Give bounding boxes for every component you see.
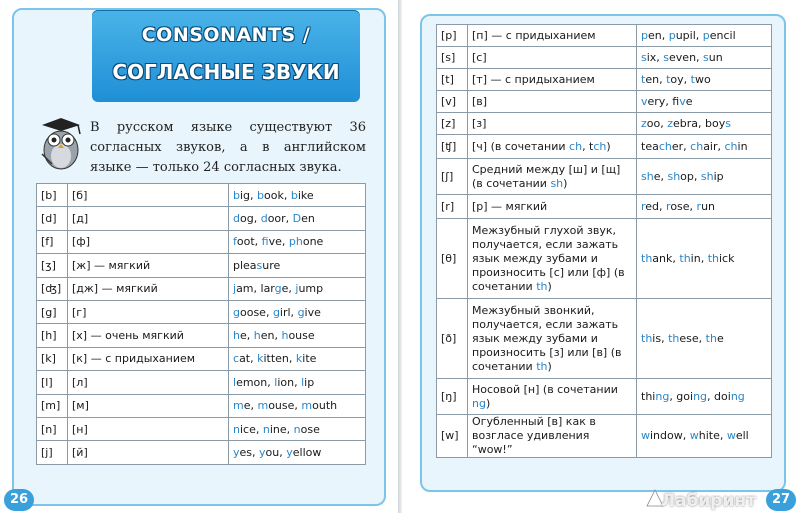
- example-words-part: ouse: [288, 329, 315, 343]
- russian-equivalent: [н]: [68, 417, 229, 440]
- example-words-part: m: [301, 399, 313, 413]
- example-words-part: p: [641, 28, 648, 42]
- example-words-part: z: [667, 116, 674, 130]
- example-words-part: z: [641, 116, 647, 130]
- example-words-part: ure: [262, 258, 281, 272]
- table-row: [437, 113, 772, 135]
- phonetic-symbol: [ʒ]: [37, 254, 68, 277]
- example-words-part: w: [689, 429, 699, 442]
- example-words-part: e: [716, 331, 724, 345]
- example-words-part: irl,: [279, 305, 298, 319]
- example-words-part: ank,: [652, 251, 680, 265]
- russian-equivalent: [468, 135, 637, 159]
- table-row: [437, 91, 772, 113]
- russian-equivalent-part: Средний между [ш] и [щ] (в сочетании: [472, 162, 621, 190]
- title-english: CONSONANTS /: [141, 24, 311, 46]
- table-row: [37, 184, 366, 207]
- example-words: [229, 207, 366, 230]
- russian-equivalent-part: [з]: [472, 116, 487, 130]
- table-row: [37, 347, 366, 370]
- example-words-part: m: [257, 399, 269, 413]
- example-words-part: g: [233, 305, 240, 319]
- example-words-part: in: [737, 139, 748, 153]
- example-words-part: es,: [239, 445, 260, 459]
- example-words-part: , goi: [669, 389, 694, 403]
- example-words-part: at,: [239, 352, 258, 366]
- russian-equivalent: [468, 159, 637, 195]
- russian-equivalent-part: [р] — мягкий: [472, 199, 548, 213]
- russian-equivalent: [468, 379, 637, 415]
- example-words-part: ese,: [679, 331, 706, 345]
- phonetic-symbol: [r]: [437, 195, 468, 219]
- phonetic-symbol: [h]: [37, 324, 68, 347]
- example-words-part: ip: [713, 169, 724, 183]
- example-words-part: r: [666, 199, 671, 213]
- table-row: [437, 195, 772, 219]
- table-row: [37, 394, 366, 417]
- example-words-part: sh: [667, 169, 681, 183]
- example-words: [637, 415, 772, 458]
- phonetic-symbol: [ð]: [437, 299, 468, 379]
- right-page: [402, 0, 800, 513]
- example-words-part: y: [286, 445, 293, 459]
- russian-equivalent: [468, 47, 637, 69]
- example-words-part: D: [292, 212, 302, 226]
- example-words-part: en: [301, 212, 315, 226]
- example-words-part: b: [257, 188, 265, 202]
- example-words: [637, 91, 772, 113]
- example-words-part: oy,: [670, 72, 691, 86]
- example-words-part: ose: [300, 422, 320, 436]
- russian-equivalent-part: ): [606, 139, 611, 153]
- example-words-part: th: [641, 331, 653, 345]
- phonetic-symbol: [p]: [437, 25, 468, 47]
- table-row: [37, 441, 366, 464]
- example-words-part: outh: [312, 399, 338, 413]
- russian-equivalent: [468, 113, 637, 135]
- example-words-part: ive: [304, 305, 321, 319]
- example-words-part: sh: [641, 169, 654, 183]
- example-words-part: am, lar: [236, 282, 275, 296]
- example-words-part: d: [233, 212, 240, 226]
- example-words-part: er,: [671, 139, 691, 153]
- example-words-part: h: [281, 329, 289, 343]
- example-words-part: ell: [735, 429, 749, 442]
- example-words-part: e,: [281, 282, 296, 296]
- phonetic-symbol: [ʧ]: [437, 135, 468, 159]
- table-row: [437, 135, 772, 159]
- example-words-part: oo,: [646, 116, 668, 130]
- intro-text: В русском языке существуют 36 согласных звуков, а в английском языке — только 24 согласных звука.: [90, 120, 366, 175]
- example-words-part: ive,: [268, 235, 289, 249]
- example-words-part: j: [233, 282, 237, 296]
- example-words-part: b: [290, 188, 298, 202]
- phonetic-symbol: [z]: [437, 113, 468, 135]
- example-words-part: ph: [288, 235, 303, 249]
- example-words-part: f: [233, 235, 237, 249]
- left-page: [0, 0, 398, 513]
- example-words-part: ouse,: [268, 399, 302, 413]
- example-words: [229, 394, 366, 417]
- russian-equivalent: [м]: [68, 394, 229, 417]
- russian-equivalent-part: th: [536, 359, 548, 373]
- example-words-part: l: [274, 375, 278, 389]
- example-words-part: g: [272, 305, 280, 319]
- russian-equivalent-part: ch: [569, 139, 583, 153]
- example-words-part: k: [257, 352, 264, 366]
- example-words-part: un: [701, 199, 716, 213]
- example-words: [637, 113, 772, 135]
- example-words-part: itten,: [263, 352, 296, 366]
- example-words-part: oose,: [239, 305, 273, 319]
- example-words-part: ice,: [239, 422, 263, 436]
- example-words-part: e,: [239, 329, 254, 343]
- russian-equivalent: [к] — с придыханием: [68, 347, 229, 370]
- example-words: [229, 347, 366, 370]
- example-words: [229, 417, 366, 440]
- example-words-part: ix,: [646, 50, 664, 64]
- example-words-part: encil: [709, 28, 736, 42]
- example-words-part: ellow: [292, 445, 322, 459]
- phonetic-symbol: [v]: [437, 91, 468, 113]
- example-words-part: , doi: [707, 389, 731, 403]
- example-words-part: c: [233, 352, 240, 366]
- example-words-part: one: [302, 235, 324, 249]
- example-words-part: ed,: [645, 199, 667, 213]
- phonetic-symbol: [f]: [37, 230, 68, 253]
- table-row: [437, 25, 772, 47]
- example-words-part: sh: [700, 169, 714, 183]
- phonetic-symbol: [m]: [37, 394, 68, 417]
- example-words: [637, 299, 772, 379]
- example-words-part: is,: [652, 331, 669, 345]
- russian-equivalent: [ж] — мягкий: [68, 254, 229, 277]
- phonetic-symbol: [ʃ]: [437, 159, 468, 195]
- russian-equivalent-part: [п] — с придыханием: [472, 28, 596, 42]
- phonetic-symbol: [k]: [37, 347, 68, 370]
- example-words-part: g: [297, 305, 305, 319]
- example-words-part: p: [668, 28, 676, 42]
- example-words-part: emon,: [236, 375, 275, 389]
- russian-equivalent-part: ): [563, 176, 568, 190]
- example-words-part: ine,: [269, 422, 294, 436]
- title-russian: СОГЛАСНЫЕ ЗВУКИ: [112, 60, 340, 84]
- watermark: Лабиринт: [660, 491, 756, 511]
- table-row: [437, 379, 772, 415]
- example-words-part: th: [668, 331, 680, 345]
- table-row: [437, 69, 772, 91]
- russian-equivalent: [468, 299, 637, 379]
- russian-equivalent: [й]: [68, 441, 229, 464]
- example-words-part: thi: [641, 389, 656, 403]
- right-consonants-table: [436, 24, 772, 458]
- example-words-part: ou,: [265, 445, 287, 459]
- example-words-part: en,: [645, 72, 667, 86]
- table-row: [37, 230, 366, 253]
- example-words-part: oor,: [267, 212, 293, 226]
- phonetic-symbol: [n]: [37, 417, 68, 440]
- example-words-part: upil,: [675, 28, 703, 42]
- russian-equivalent-part: ch: [593, 139, 607, 153]
- table-row: [37, 417, 366, 440]
- title-banner: [92, 10, 360, 102]
- example-words-part: s: [703, 50, 709, 64]
- example-words-part: ick: [719, 251, 735, 265]
- example-words-part: h: [253, 329, 261, 343]
- russian-equivalent-part: [с]: [472, 50, 487, 64]
- phonetic-symbol: [w]: [437, 415, 468, 458]
- example-words-part: v: [679, 94, 686, 108]
- example-words-part: ump: [298, 282, 324, 296]
- table-row: [437, 299, 772, 379]
- table-row: [37, 207, 366, 230]
- example-words-part: y: [259, 445, 266, 459]
- example-words-part: w: [641, 429, 650, 442]
- russian-equivalent: [д]: [68, 207, 229, 230]
- example-words-part: f: [261, 235, 269, 249]
- example-words: [637, 25, 772, 47]
- example-words-part: en,: [647, 28, 669, 42]
- table-row: [37, 371, 366, 394]
- example-words: [637, 47, 772, 69]
- table-row: [37, 324, 366, 347]
- example-words-part: ch: [724, 139, 738, 153]
- example-words-part: ery, fi: [647, 94, 680, 108]
- example-words-part: ook,: [264, 188, 291, 202]
- example-words-part: tea: [641, 139, 659, 153]
- russian-equivalent-part: ): [485, 396, 491, 410]
- table-row: [437, 159, 772, 195]
- example-words-part: th: [707, 251, 719, 265]
- example-words-part: n: [293, 422, 301, 436]
- russian-equivalent: [468, 195, 637, 219]
- russian-equivalent-part: Носовой [н] (в сочетании: [472, 382, 618, 396]
- phonetic-symbol: [ʤ]: [37, 277, 68, 300]
- example-words-part: plea: [233, 258, 257, 272]
- example-words: [637, 379, 772, 415]
- phonetic-symbol: [t]: [437, 69, 468, 91]
- example-words-part: w: [726, 429, 736, 442]
- example-words-part: t: [641, 72, 646, 86]
- table-row: [37, 254, 366, 277]
- example-words: [637, 219, 772, 299]
- example-words: [229, 230, 366, 253]
- russian-equivalent: [468, 91, 637, 113]
- example-words-part: e,: [653, 169, 668, 183]
- example-words-part: n: [262, 422, 270, 436]
- page-number-right: 27: [766, 489, 796, 511]
- russian-equivalent: [ф]: [68, 230, 229, 253]
- example-words-part: p: [702, 28, 710, 42]
- example-words: [637, 159, 772, 195]
- example-words-part: g: [274, 282, 282, 296]
- russian-equivalent-part: Межзубный звонкий, получается, если зажать язык между зубами и произносить [з] или [в] (в сочетании: [472, 303, 622, 373]
- example-words-part: og,: [239, 212, 261, 226]
- example-words: [229, 254, 366, 277]
- example-words-part: ose,: [670, 199, 697, 213]
- russian-equivalent: [б]: [68, 184, 229, 207]
- example-words-part: air,: [703, 139, 725, 153]
- phonetic-symbol: [j]: [37, 441, 68, 464]
- phonetic-symbol: [θ]: [437, 219, 468, 299]
- example-words-part: m: [233, 399, 244, 413]
- russian-equivalent-part: ng: [472, 396, 486, 410]
- example-words-part: ch: [690, 139, 704, 153]
- example-words-part: even,: [669, 50, 704, 64]
- russian-equivalent: [г]: [68, 300, 229, 323]
- example-words: [229, 277, 366, 300]
- phonetic-symbol: [s]: [437, 47, 468, 69]
- example-words-part: op,: [680, 169, 701, 183]
- example-words-part: in,: [690, 251, 708, 265]
- russian-equivalent: [468, 415, 637, 458]
- table-row: [437, 219, 772, 299]
- table-row: [37, 277, 366, 300]
- left-consonants-table: [36, 183, 366, 465]
- russian-equivalent-part: [т] — с придыханием: [472, 72, 595, 86]
- example-words-part: ite: [302, 352, 317, 366]
- phonetic-symbol: [ŋ]: [437, 379, 468, 415]
- example-words-part: wo: [694, 72, 711, 86]
- example-words-part: th: [705, 331, 717, 345]
- russian-equivalent: [х] — очень мягкий: [68, 324, 229, 347]
- example-words-part: th: [641, 251, 653, 265]
- example-words-part: s: [641, 50, 647, 64]
- table-row: [37, 300, 366, 323]
- russian-equivalent-part: th: [536, 279, 548, 293]
- example-words-part: r: [696, 199, 702, 213]
- example-words-part: t: [666, 72, 671, 86]
- example-words: [229, 184, 366, 207]
- example-words: [229, 371, 366, 394]
- russian-equivalent: [468, 25, 637, 47]
- example-words: [637, 69, 772, 91]
- example-words-part: ng: [730, 389, 745, 403]
- example-words-part: h: [233, 329, 240, 343]
- russian-equivalent-part: ): [547, 279, 552, 293]
- example-words-part: y: [233, 445, 240, 459]
- example-words-part: s: [725, 116, 731, 130]
- example-words-part: ion,: [277, 375, 302, 389]
- russian-equivalent-part: [в]: [472, 94, 488, 108]
- example-words-part: j: [295, 282, 299, 296]
- example-words-part: un: [708, 50, 723, 64]
- example-words-part: l: [301, 375, 305, 389]
- example-words-part: s: [256, 258, 263, 272]
- example-words-part: ig,: [239, 188, 258, 202]
- example-words-part: hite,: [698, 429, 727, 442]
- example-words: [637, 135, 772, 159]
- example-words-part: l: [233, 375, 237, 389]
- example-words-part: s: [663, 50, 670, 64]
- phonetic-symbol: [g]: [37, 300, 68, 323]
- example-words-part: e,: [243, 399, 258, 413]
- example-words-part: r: [641, 199, 646, 213]
- example-words-part: n: [233, 422, 240, 436]
- example-words-part: ng: [655, 389, 670, 403]
- example-words: [637, 195, 772, 219]
- owl-teacher-icon: [36, 116, 86, 172]
- example-words-part: t: [690, 72, 695, 86]
- phonetic-symbol: [l]: [37, 371, 68, 394]
- russian-equivalent-part: [ч] (в сочетании: [472, 139, 570, 153]
- example-words-part: ip: [304, 375, 315, 389]
- example-words-part: ng: [693, 389, 708, 403]
- example-words: [229, 300, 366, 323]
- example-words-part: d: [260, 212, 268, 226]
- table-row: [437, 415, 772, 458]
- table-row: [437, 47, 772, 69]
- example-words-part: indow,: [650, 429, 690, 442]
- example-words: [229, 441, 366, 464]
- russian-equivalent: [л]: [68, 371, 229, 394]
- russian-equivalent-part: Межзубный глухой звук, получается, если зажать язык между зубами и произносить [с] или [ф] (в сочетании: [472, 223, 625, 293]
- russian-equivalent-part: ): [547, 359, 552, 373]
- example-words-part: en,: [260, 329, 282, 343]
- russian-equivalent: [дж] — мягкий: [68, 277, 229, 300]
- example-words-part: v: [641, 94, 648, 108]
- phonetic-symbol: [d]: [37, 207, 68, 230]
- example-words-part: ch: [658, 139, 672, 153]
- russian-equivalent-part: , t: [582, 139, 594, 153]
- example-words-part: k: [295, 352, 303, 366]
- example-words-part: e: [685, 94, 693, 108]
- page-number-left: 26: [4, 489, 34, 511]
- example-words: [229, 324, 366, 347]
- russian-equivalent: [468, 69, 637, 91]
- example-words-part: ike: [297, 188, 314, 202]
- russian-equivalent: [468, 219, 637, 299]
- phonetic-symbol: [b]: [37, 184, 68, 207]
- russian-equivalent-part: Огубленный [в] как в возгласе удивления “wow!”: [472, 415, 596, 456]
- russian-equivalent-part: sh: [550, 176, 564, 190]
- example-words-part: oot,: [236, 235, 262, 249]
- example-words-part: b: [233, 188, 240, 202]
- example-words-part: ebra, boy: [673, 116, 726, 130]
- example-words-part: th: [679, 251, 691, 265]
